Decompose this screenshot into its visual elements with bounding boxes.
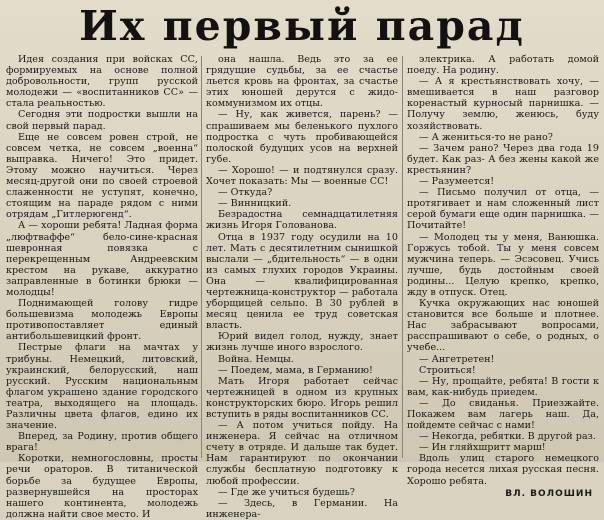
paragraph: — А я крестьянствовать хочу, — вмешивается в наш разговор коренастый курносый парнишка. — Получу землю, женюсь, буду хозяйствовать. xyxy=(407,76,599,132)
paragraph: — До свиданья. Приезжайте. Покажем вам лагерь наш. Да, пойдемте сейчас с нами! xyxy=(407,397,599,432)
article-headline: Их первый парад xyxy=(79,2,525,50)
paragraph: — Здесь, в Германии. На инженера- xyxy=(206,497,398,520)
paragraph: Кучка окружающих нас юношей становится все больше и плотнее. Нас забрасывают вопросами, расспрашивают о себе, о родных, о учебе... xyxy=(407,298,599,354)
paragraph: она нашла. Ведь это за ее грядущие судьбы, за ее счастье льется кровь на фронтах, за счастье этих юношей дерутся с жидо-коммунизмом их отцы. xyxy=(206,54,398,110)
text-column-2 xyxy=(206,54,398,520)
paragraph: — Откуда? xyxy=(218,187,273,199)
paragraph: — Зачем рано? Через два года 19 будет. Как раз- А без жены какой же крестьянин? xyxy=(407,142,599,176)
paragraph: Поднимающей голову гидре большевизма молодежь Европы противопоставляет единый антибольшевицкий фронт. xyxy=(6,298,198,343)
paragraph: Пестрые флаги на мачтах у трибуны. Немецкий, литовский, украинский, белорусский, наш русский. Русским национальным флагом украшено здание городского театра, выходящего на площадь. Различны цвета флагов, едино их значение. xyxy=(6,342,198,432)
text-column-3 xyxy=(407,54,599,499)
paragraph: электрика. А работать домой поеду. На родину. xyxy=(407,54,599,77)
paragraph: Коротки, немногословны, просты речи ораторов. В титанической борьбе за будущее Европы, развернувшейся на просторах нашего континента, молодежь должна найти свое место. И xyxy=(6,453,198,520)
paragraph: — Где же учиться будешь? xyxy=(218,486,355,498)
paragraph: Еще не совсем ровен строй, не совсем четка, не совсем „военна“ выправка. Ничего! Это придет. Этому можно научиться. Через месяц-другой они по своей строевой слаженности не уступят, конечно, стоящим на параде рядом с ними отрядам „Гитлерюгенд“. xyxy=(6,131,198,221)
paragraph: Отца в 1937 году осудили на 10 лет. Мать с десятилетним сынишкой выслали — „бдительность“ — в одни из самых глухих городов Украины. Она — квалифицированная чертежница-конструктор — работала уборщицей сельпо. В 30 рублей в месяц ценила ее труд советская власть. xyxy=(206,231,398,332)
paragraph: Мать Игоря работает сейчас чертежницей в одном из крупных конструкторских бюро. Игорь решил вступить в ряды воспитанников СС. xyxy=(206,375,398,420)
paragraph: Война. Немцы. xyxy=(218,353,294,365)
paragraph: Юрий видел голод, нужду, знает жизнь лучше иного взрослого. xyxy=(206,331,398,354)
column-divider xyxy=(201,56,202,458)
paragraph: — Разумеется! xyxy=(419,176,495,188)
paragraph: — Некогда, ребятки. В другой раз. xyxy=(419,431,596,443)
paragraph: — А потом учиться пойду. На инженера. Я сейчас на отличном счету в отряде. И дальше так будет. Нам гарантируют по окончании службы бесплатную подготовку к любой профессии. xyxy=(206,420,398,487)
column-divider xyxy=(402,56,403,458)
paragraph: Сегодня эти подростки вышли на свой первый парад. xyxy=(6,109,198,132)
paragraph: Вперед, за Родину, против общего врага! xyxy=(6,431,198,454)
paragraph: Строиться! xyxy=(419,364,476,376)
paragraph: — Ин гляйхшритт марш! xyxy=(419,442,546,454)
paragraph: — Ну, прощайте, ребята! В гости к вам, как-нибудь приедем. xyxy=(407,375,599,398)
paragraph: — Молодец ты у меня, Ванюшка. Горжусь тобой. Ты у меня совсем мужчина теперь. — Эсэсовец. Учись лучше, будь достойным своей родины... Целую крепко, крепко, жду в отпуск. Отец. xyxy=(407,231,599,298)
paragraph: — Винницкий. xyxy=(218,198,292,210)
paragraph: — Поедем, мама, в Германию! xyxy=(218,364,373,376)
paragraph: Безрадостна семнадцатилетняя жизнь Игоря Голованова. xyxy=(206,209,398,232)
text-column-1 xyxy=(6,54,198,520)
paragraph: Идея создания при войсках СС, формируемых на основе полной добровольности, групп русской молодежи — «воспитанников СС» — стала реальностью. xyxy=(6,54,198,110)
paragraph: — Ангетретен! xyxy=(419,353,495,365)
paragraph: — Хорошо! — и подтянулся сразу. Хочет показать: Мы — военные СС! xyxy=(206,164,398,188)
paragraph: Вдоль улиц старого немецкого города несется лихая русская песня. Хорошо ребята. xyxy=(407,453,599,487)
paragraph: — А жениться-то не рано? xyxy=(419,131,553,143)
paragraph: А — хороши ребята! Ладная форма „люфтваффе“ бело-сине-красная шевронная повязка с перекрещенным Андреевским крестом на рукаве, аккуратно заправленные в ботинки брюки — молодцы! xyxy=(6,220,198,298)
paragraph: — Письмо получил от отца, — протягивает и нам сложенный лист серой бумаги еще один парнишка. — Почитайте! xyxy=(407,187,599,232)
author-signature: ВЛ. ВОЛОШИН xyxy=(505,488,593,499)
paragraph: — Ну, как живется, парень? — спрашиваем мы беленького пухлого подростка с чуть пробивающейся полоской будущих усов на верхней губе. xyxy=(206,109,398,165)
